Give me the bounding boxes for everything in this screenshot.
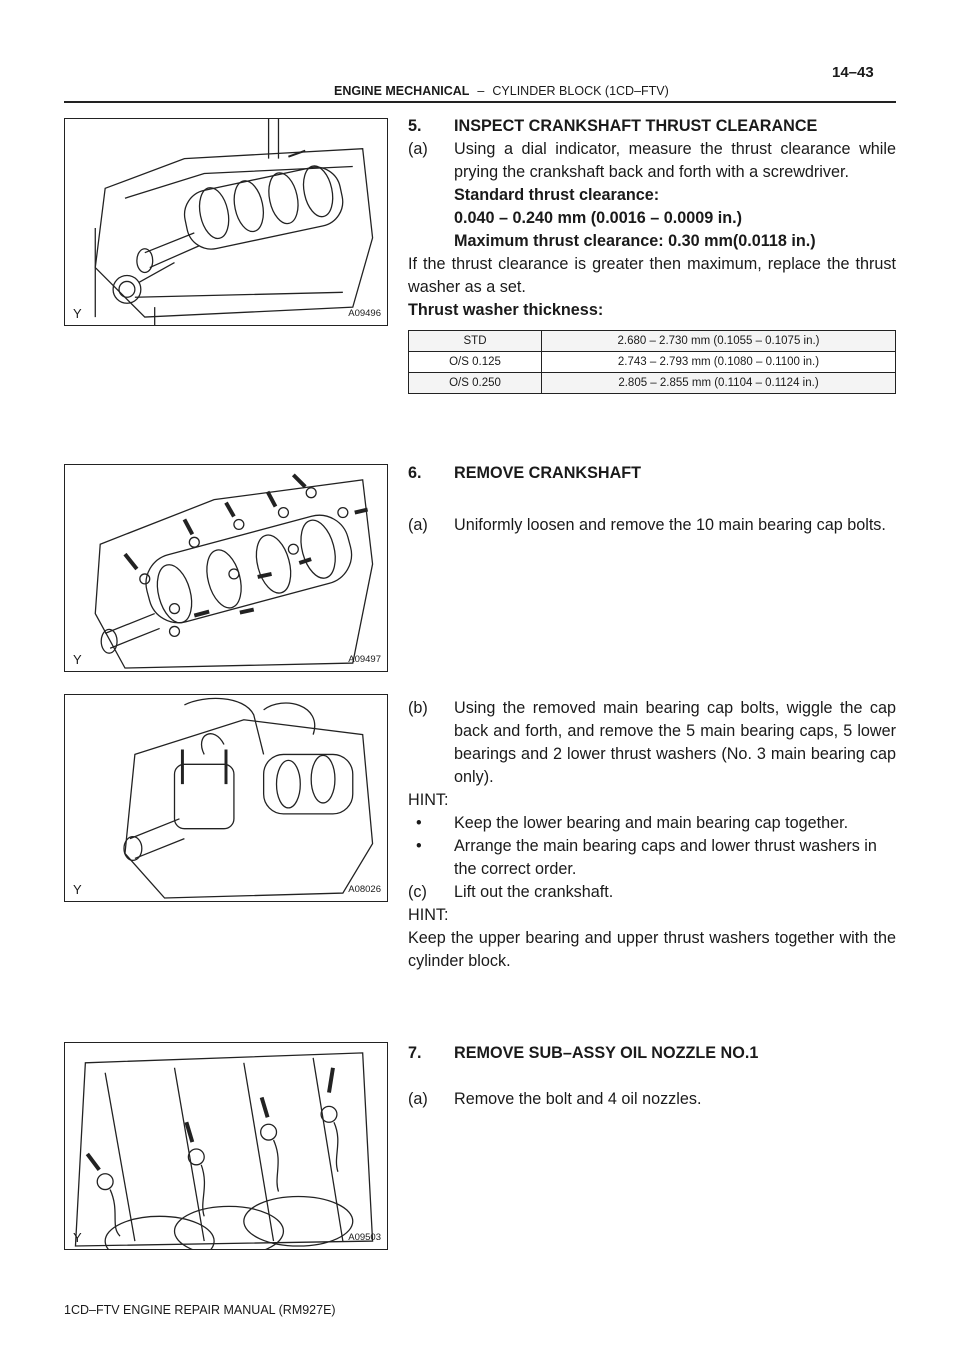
item-label: (b) bbox=[408, 699, 428, 717]
crankshaft-bolts-illustration bbox=[65, 465, 387, 671]
figure-remove-bearing-cap bbox=[64, 694, 388, 902]
figure-y-mark: Y bbox=[73, 1230, 82, 1245]
figure-y-mark: Y bbox=[73, 306, 82, 321]
spec-standard-value: 0.040 – 0.240 mm (0.0016 – 0.0009 in.) bbox=[454, 209, 742, 227]
bullet-mark: • bbox=[416, 814, 422, 832]
table-row bbox=[409, 352, 896, 373]
figure-code: A09496 bbox=[348, 308, 381, 319]
step-number: 7. bbox=[408, 1044, 422, 1062]
step-6a bbox=[408, 514, 896, 537]
hint-label: HINT: bbox=[408, 791, 449, 809]
table-cell: 2.680 – 2.730 mm (0.1055 – 0.1075 in.) bbox=[542, 331, 896, 352]
step-5-section bbox=[408, 115, 896, 322]
footer: 1CD–FTV ENGINE REPAIR MANUAL (RM927E) bbox=[64, 1303, 336, 1317]
replace-note: If the thrust clearance is greater then maximum, replace the thrust washer as a set. bbox=[408, 255, 896, 296]
bullet-text: Keep the lower bearing and main bearing cap together. bbox=[454, 814, 849, 832]
step-6b bbox=[408, 697, 896, 789]
header-subsection: CYLINDER BLOCK (1CD–FTV) bbox=[492, 84, 669, 98]
step-7-section bbox=[408, 1042, 896, 1065]
item-text: Lift out the crankshaft. bbox=[454, 883, 614, 901]
header-section: ENGINE MECHANICAL bbox=[334, 84, 470, 98]
step-title: REMOVE SUB–ASSY OIL NOZZLE NO.1 bbox=[454, 1044, 759, 1062]
item-label: (a) bbox=[408, 1090, 428, 1108]
oil-nozzle-illustration bbox=[65, 1043, 387, 1249]
figure-y-mark: Y bbox=[73, 882, 82, 897]
table-cell: 2.805 – 2.855 mm (0.1104 – 0.1124 in.) bbox=[542, 373, 896, 394]
table-cell: O/S 0.250 bbox=[409, 373, 542, 394]
spec-standard-label: Standard thrust clearance: bbox=[454, 186, 660, 204]
item-text: Remove the bolt and 4 oil nozzles. bbox=[454, 1090, 702, 1108]
table-cell: 2.743 – 2.793 mm (0.1080 – 0.1100 in.) bbox=[542, 352, 896, 373]
hint-label: HINT: bbox=[408, 906, 449, 924]
bullet-mark: • bbox=[416, 837, 422, 855]
dial-indicator-illustration bbox=[65, 119, 387, 325]
step-6b-block bbox=[408, 697, 896, 973]
item-text: Using the removed main bearing cap bolts, wiggle the cap back and forth, and remove the 5 main bearing caps, 5 lower bearings and 2 lower thrust washers (No. 3 main bearing cap only). bbox=[454, 699, 896, 786]
step-7-heading bbox=[408, 1042, 896, 1065]
table-title: Thrust washer thickness: bbox=[408, 301, 604, 319]
spec-maximum: Maximum thrust clearance: 0.30 mm(0.0118 in.) bbox=[454, 232, 816, 250]
bearing-cap-removal-illustration bbox=[65, 695, 387, 901]
bullet-item bbox=[408, 812, 896, 835]
item-text: Using a dial indicator, measure the thrust clearance while prying the crankshaft back and forth with a screwdriver. bbox=[454, 140, 896, 181]
bullet-item bbox=[408, 835, 896, 881]
step-title: INSPECT CRANKSHAFT THRUST CLEARANCE bbox=[454, 117, 818, 135]
step-number: 5. bbox=[408, 117, 422, 135]
item-label: (a) bbox=[408, 516, 428, 534]
item-label: (a) bbox=[408, 140, 428, 158]
header-separator: – bbox=[477, 84, 485, 98]
step-5a bbox=[408, 138, 896, 184]
table-row bbox=[409, 331, 896, 352]
figure-oil-nozzles bbox=[64, 1042, 388, 1250]
figure-code: A09497 bbox=[348, 654, 381, 665]
figure-code: A08026 bbox=[348, 884, 381, 895]
page-number: 14–43 bbox=[832, 64, 874, 81]
running-header bbox=[334, 84, 669, 98]
figure-thrust-clearance bbox=[64, 118, 388, 326]
table-row bbox=[409, 373, 896, 394]
step-title: REMOVE CRANKSHAFT bbox=[454, 464, 642, 482]
step-7a bbox=[408, 1088, 896, 1111]
step-6-heading bbox=[408, 462, 896, 485]
hint-text: Keep the upper bearing and upper thrust washers together with the cylinder block. bbox=[408, 929, 896, 970]
step-5-heading bbox=[408, 115, 896, 138]
figure-code: A09503 bbox=[348, 1232, 381, 1243]
figure-y-mark: Y bbox=[73, 652, 82, 667]
item-text: Uniformly loosen and remove the 10 main bearing cap bolts. bbox=[454, 516, 886, 534]
header-rule bbox=[64, 101, 896, 103]
step-number: 6. bbox=[408, 464, 422, 482]
table-cell: O/S 0.125 bbox=[409, 352, 542, 373]
step-6-heading-block bbox=[408, 462, 896, 485]
figure-main-bearing-bolts bbox=[64, 464, 388, 672]
bullet-text: Arrange the main bearing caps and lower thrust washers in the correct order. bbox=[454, 837, 877, 878]
step-6c bbox=[408, 881, 896, 904]
table-cell: STD bbox=[409, 331, 542, 352]
thrust-washer-table bbox=[408, 330, 896, 394]
item-label: (c) bbox=[408, 883, 427, 901]
